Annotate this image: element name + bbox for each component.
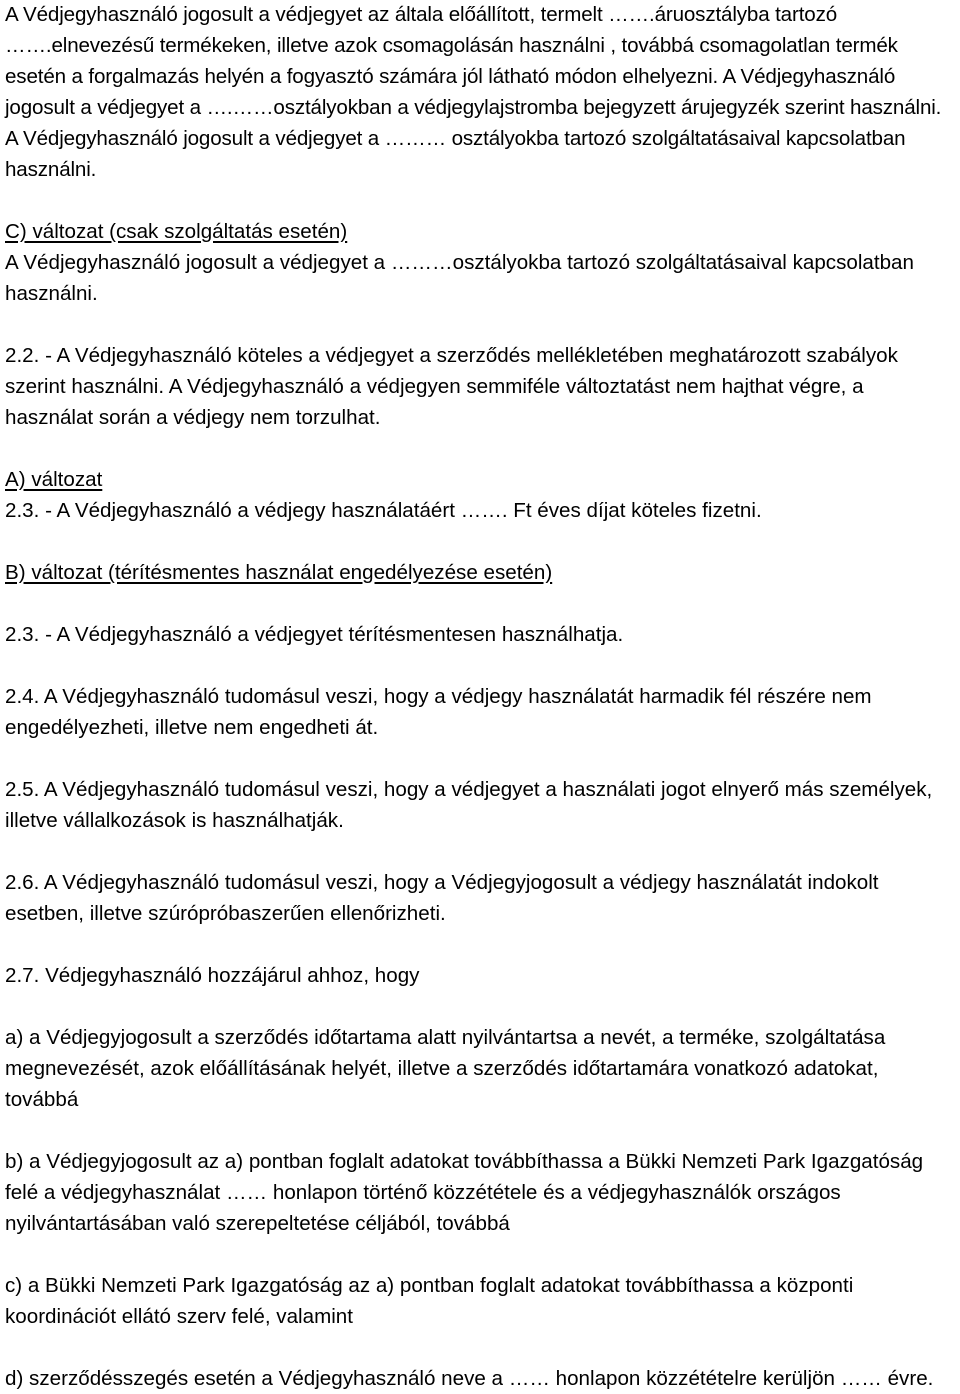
paragraph-intro: A Védjegyhasználó jogosult a védjegyet az általa előállított, termelt …….áruosztályba tartozó …….elnevezésű termékeken, illetve azok csomagolásán használni , továbbá csomagolatlan termék esetén a forgalmazás helyén a fogyasztó számára jól látható módon elhelyezni. A Védjegyhasználó jogosult a védjegyet a ….……osztályokban a védjegylajstromba bejegyzett árujegyzék szerint használni. A Védjegyhasználó jogosult a védjegyet a ……… osztályokba tartozó szolgáltatásaival kapcsolatban használni. <box>5 3 942 181</box>
paragraph-variant-c: A Védjegyhasználó jogosult a védjegyet a ………osztályokba tartozó szolgáltatásaival kapcsolatban használni. <box>5 251 914 305</box>
heading-variant-c: C) változat (csak szolgáltatás esetén) <box>5 220 348 243</box>
heading-variant-b: B) változat (térítésmentes használat engedélyezése esetén) <box>5 561 553 584</box>
paragraph-2-4: 2.4. A Védjegyhasználó tudomásul veszi, hogy a védjegy használatát harmadik fél részére nem engedélyezheti, illetve nem engedheti át. <box>5 685 872 739</box>
list-item-b: b) a Védjegyjogosult az a) pontban foglalt adatokat továbbíthassa a Bükki Nemzeti Park Igazgatóság felé a védjegyhasználat …… honlapon történő közzététele és a védjegyhasználók országos nyilvántartásában való szerepeltetése céljából, továbbá <box>5 1150 924 1235</box>
paragraph-2-5: 2.5. A Védjegyhasználó tudomásul veszi, hogy a védjegyet a használati jogot elnyerő más személyek, illetve vállalkozások is használhatják. <box>5 778 933 832</box>
list-item-c: c) a Bükki Nemzeti Park Igazgatóság az a) pontban foglalt adatokat továbbíthassa a központi koordinációt ellátó szerv felé, valamint <box>5 1274 854 1328</box>
list-item-d: d) szerződésszegés esetén a Védjegyhasználó neve a …… honlapon közzétételre kerüljön …… évre. <box>5 1367 934 1390</box>
paragraph-2-7: 2.7. Védjegyhasználó hozzájárul ahhoz, hogy <box>5 964 420 987</box>
paragraph-2-3-a: 2.3. - A Védjegyhasználó a védjegy használatáért ……. Ft éves díjat köteles fizetni. <box>5 499 762 522</box>
list-item-a: a) a Védjegyjogosult a szerződés időtartama alatt nyilvántartsa a nevét, a terméke, szolgáltatása megnevezését, azok előállításának helyét, illetve a szerződés időtartamára vonatkozó adatokat, továbbá <box>5 1026 886 1111</box>
paragraph-2-2: 2.2. - A Védjegyhasználó köteles a védjegyet a szerződés mellékletében meghatározott szabályok szerint használni. A Védjegyhasználó a védjegyen semmiféle változtatást nem hajthat végre, a használat során a védjegy nem torzulhat. <box>5 344 898 429</box>
paragraph-2-6: 2.6. A Védjegyhasználó tudomásul veszi, hogy a Védjegyjogosult a védjegy használatát indokolt esetben, illetve szúrópróbaszerűen ellenőrizheti. <box>5 871 879 925</box>
document-page <box>5 0 955 1394</box>
heading-variant-a: A) változat <box>5 468 103 491</box>
paragraph-2-3-b: 2.3. - A Védjegyhasználó a védjegyet térítésmentesen használhatja. <box>5 623 624 646</box>
